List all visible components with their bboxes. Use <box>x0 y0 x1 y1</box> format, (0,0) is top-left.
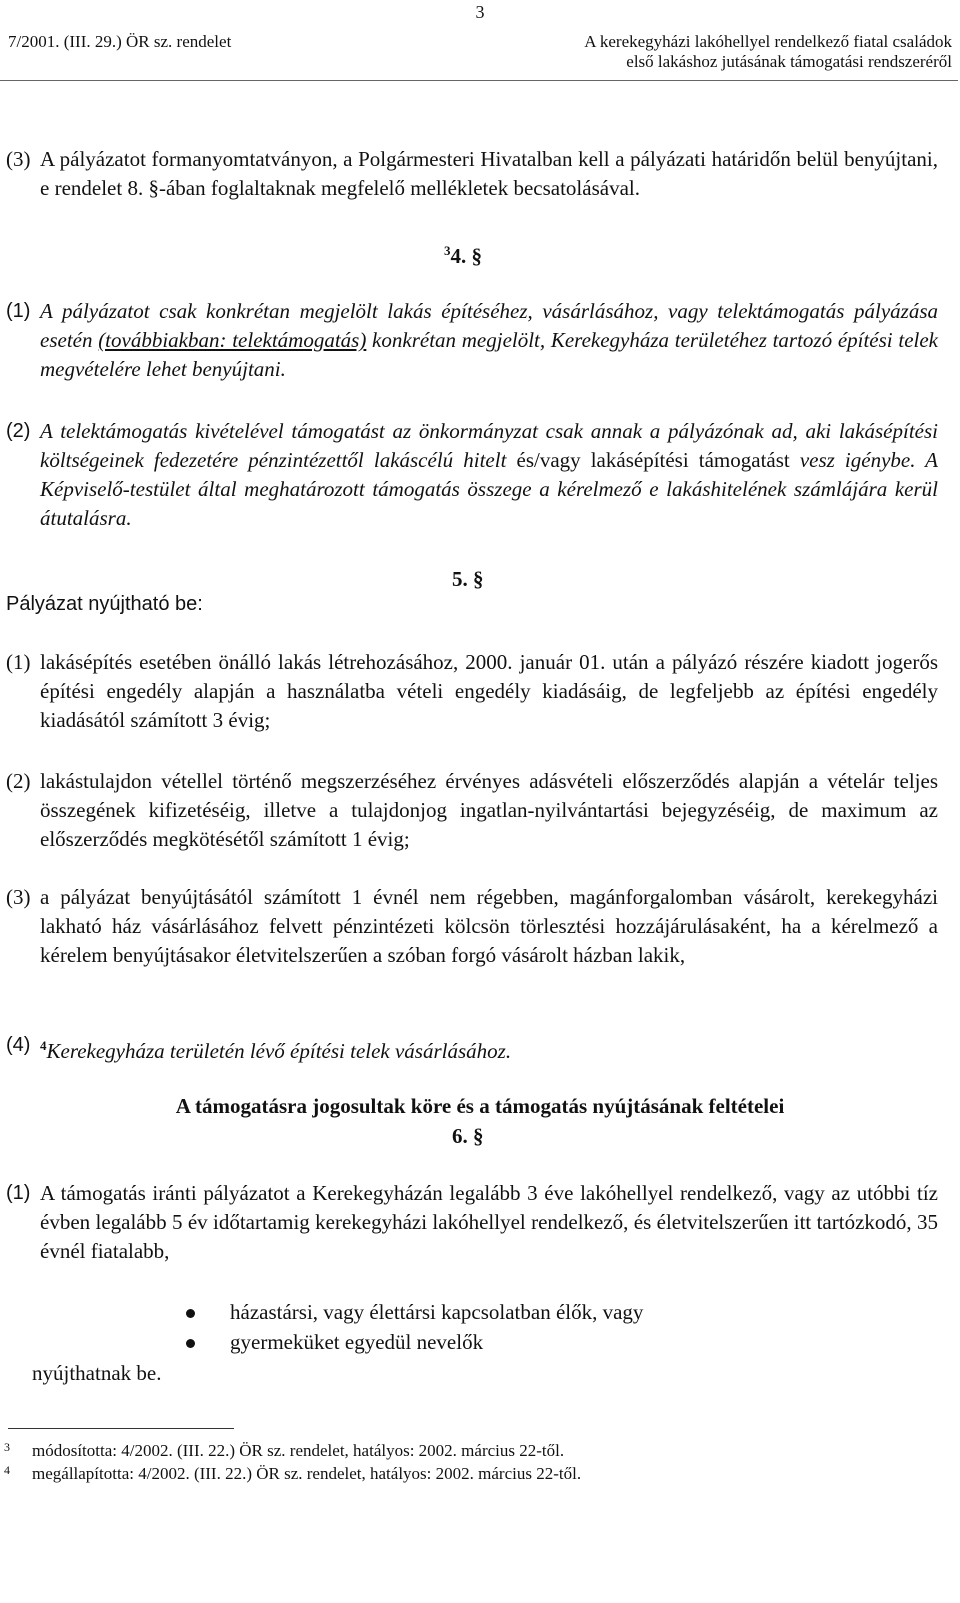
header-regulation-title <box>584 32 952 72</box>
section-5-lead: Pályázat nyújtható be: <box>6 593 203 615</box>
paragraph-text-part-3: vesz igénybe. A Képviselő-testület által meghatározott támogatás összege a kérelmező e lakáshitelének számlájára kerül átutalásra. <box>40 448 938 530</box>
paragraph-number: (3) <box>6 147 31 171</box>
paragraph-number: (2) <box>6 420 31 442</box>
footnote-number: 3 <box>4 1440 10 1454</box>
item-text: lakástulajdon vétellel történő megszerzéséhez érvényes adásvételi előszerződés alapján a vételár teljes összegének kifizetéséig, illetve a tulajdonjog ingatlan-nyilvántartási bejegyzéséig, de maximum az előszerződés megkötésétől számított 1 évig; <box>40 769 938 851</box>
header-title-line-2: első lakáshoz jutásának támogatási rendszeréről <box>626 52 952 71</box>
section-3-paragraph-3 <box>6 145 938 203</box>
paragraph-text: A támogatás iránti pályázatot a Kerekegyházán legalább 3 éve lakóhellyel rendelkező, vagy az utóbbi tíz évben legalább 5 év időtartamig kerekegyházi lakóhellyel rendelkező, és életvitelszerűen itt tartózkodó, 35 évnél fiatalabb, <box>40 1181 938 1263</box>
section-6-title: 6. § <box>452 1124 484 1148</box>
section-6-paragraph-1 <box>6 1179 938 1266</box>
section-4-paragraph-2 <box>6 417 938 533</box>
header-divider <box>0 80 958 81</box>
footnote-ref: 4 <box>40 1038 47 1053</box>
section-4-title <box>444 243 482 269</box>
section-6-closing: nyújthatnak be. <box>32 1361 162 1385</box>
header-title-line-1: A kerekegyházi lakóhellyel rendelkező fiatal családok <box>584 32 952 51</box>
section-4-label: 4. § <box>450 244 482 268</box>
paragraph-text-part-2: konkrétan megjelölt, Kerekegyháza területéhez tartozó építési telek megvételére lehet benyújtani. <box>40 328 938 381</box>
page-number: 3 <box>475 2 485 22</box>
paragraph-text: A pályázatot formanyomtatványon, a Polgármesteri Hivatalban kell a pályázati határidőn belül benyújtani, e rendelet 8. §-ában foglaltaknak megfelelő mellékletek becsatolásával. <box>40 147 938 200</box>
footnote-4 <box>0 1463 581 1485</box>
header-regulation-id: 7/2001. (III. 29.) ÖR sz. rendelet <box>8 32 232 51</box>
bullet-item <box>186 1330 886 1355</box>
section-5-item-3 <box>6 883 938 970</box>
bullet-text: gyermeküket egyedül nevelők <box>230 1330 484 1354</box>
item-text: a pályázat benyújtásától számított 1 évnél nem régebben, magánforgalomban vásárolt, kerekegyházi lakható ház vásárlásához felvett pénzintézeti kölcsön törlesztési hozzájárulásaként, ha a kérelmező a kérelem benyújtásakor életvitelszerűen a szóban forgó vásárolt házban lakik, <box>40 885 938 967</box>
bullet-text: házastársi, vagy élettársi kapcsolatban élők, vagy <box>230 1300 644 1324</box>
bullet-item <box>186 1300 886 1325</box>
item-text: lakásépítés esetében önálló lakás létrehozásához, 2000. január 01. után a pályázó részére kiadott jogerős építési engedély alapján a használatba vételi engedély kiadásáig, de legfeljebb az építési engedély kiadásától számított 3 évig; <box>40 650 938 732</box>
bullet-icon <box>186 1309 195 1318</box>
item-text: Kerekegyháza területén lévő építési telek vásárlásához. <box>46 1039 512 1063</box>
footnote-number: 4 <box>4 1463 10 1477</box>
section-4-paragraph-1 <box>6 297 938 384</box>
paragraph-text-part-1: A telektámogatás kivételével támogatást az önkormányzat csak annak a pályázónak ad, aki lakásépítési költségeinek fedezetére pénzintézettől lakáscélú hitelt <box>40 419 938 472</box>
paragraph-underlined-text: (továbbiakban: telektámogatás) <box>98 328 367 352</box>
footnote-divider <box>8 1428 234 1429</box>
item-number: (1) <box>6 650 31 674</box>
item-number: (4) <box>6 1034 31 1056</box>
section-5-item-4 <box>6 1031 938 1066</box>
section-6-heading: A támogatásra jogosultak köre és a támogatás nyújtásának feltételei <box>175 1094 785 1118</box>
paragraph-number: (1) <box>6 1182 31 1204</box>
footnote-ref: 3 <box>444 243 451 258</box>
section-5-item-2 <box>6 767 938 854</box>
paragraph-number: (1) <box>6 300 31 322</box>
footnote-3 <box>0 1440 564 1462</box>
bullet-icon <box>186 1339 195 1348</box>
paragraph-text-part-1: A pályázatot csak konkrétan megjelölt lakás építéséhez, vásárlásához, vagy telektámogatás pályázása esetén <box>40 299 938 352</box>
footnote-text: módosította: 4/2002. (III. 22.) ÖR sz. rendelet, hatályos: 2002. március 22-től. <box>32 1441 565 1460</box>
item-number: (2) <box>6 769 31 793</box>
footnote-text: megállapította: 4/2002. (III. 22.) ÖR sz. rendelet, hatályos: 2002. március 22-től. <box>32 1464 582 1483</box>
section-5-item-1 <box>6 648 938 735</box>
section-5-title: 5. § <box>452 567 484 591</box>
paragraph-text-part-2: és/vagy lakásépítési támogatást <box>506 448 800 472</box>
item-number: (3) <box>6 885 31 909</box>
